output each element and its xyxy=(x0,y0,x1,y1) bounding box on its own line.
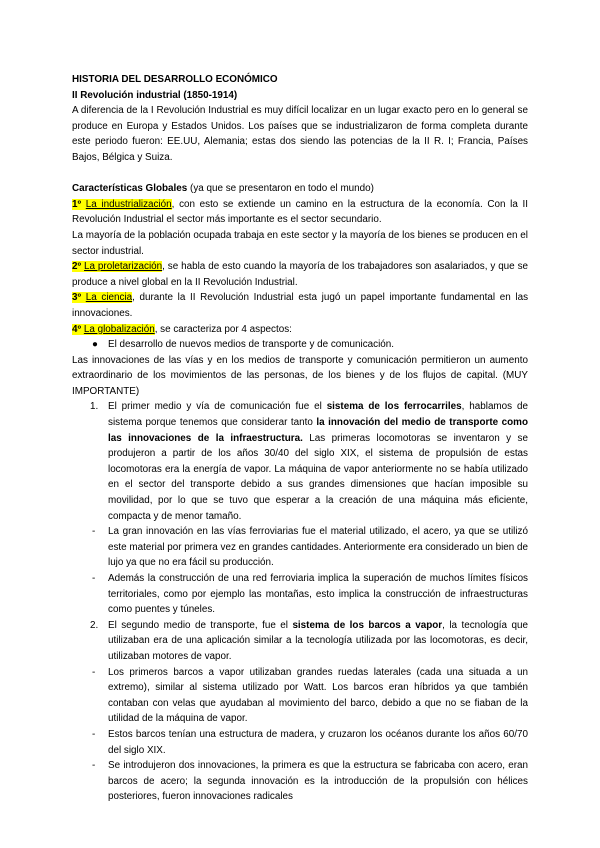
intro-paragraph: A diferencia de la I Revolución Industrial es muy difícil localizar en un lugar exacto pero en lo general se produce en Europa y Estados Unidos. Los países que se industrializaron de forma completa durante este periodo fueron: EE.UU, Alemania; estas dos siendo las potencias de la II R. I; Francia, Países Bajos, Bélgica y Suiza. xyxy=(72,105,528,163)
item-number: 2. xyxy=(90,619,99,631)
list-item-1: 1. El primer medio y vía de comunicación fue el sistema de los ferrocarriles, hablamos de sistema porque tenemos que considerar tanto la innovación del medio de transporte como las innovaciones de la infraestructura. Las primeras locomotoras se inventaron y se produjeron a partir de los años 30/40 del siglo XIX, el sistema de propulsión de estas locomotoras era la energía de vapor. La máquina de vapor anteriormente no se había utilizado en el sector del transporte debido a sus grandes dimensiones que hacían imposible su movilidad, por lo que se tuvo que esperar a la creación de una máquina más eficiente, compacta y de menor tamaño. xyxy=(90,401,528,522)
item-number: 1. xyxy=(90,401,99,413)
point-4: 4º La globalización, se caracteriza por 4 aspectos: xyxy=(72,323,292,335)
dash-item: - Estos barcos tenían una estructura de madera, y cruzaron los océanos durante los años 60/70 del siglo XIX. xyxy=(92,728,528,756)
dash-item: - La gran innovación en las vías ferroviarias fue el material utilizado, el acero, ya que se utilizó este material por primera vez en grandes cantidades. Anteriormente era considerado un bien de lujo ya que no era fácil su producción. xyxy=(92,526,528,569)
section-subtitle: II Revolución industrial (1850-1914) xyxy=(72,89,238,101)
bullet-marker: ● xyxy=(92,339,98,351)
dash-item: - Además la construcción de una red ferroviaria implica la superación de muchos límites físicos territoriales, como por ejemplo las montañas, esto implica la construcción de infraestructuras como puentes y túneles. xyxy=(92,573,528,616)
point-3: 3º La ciencia, durante la II Revolución Industrial esta jugó un papel importante fundamental en las innovaciones. xyxy=(72,292,529,319)
dash-item: - Se introdujeron dos innovaciones, la primera es que la estructura se fabricaba con acero, eran barcos de acero; la segunda innovación es la introducción de la propulsión con hélices posteriores, fueron innovaciones radicales xyxy=(92,760,528,803)
globales-heading: Características Globales (ya que se presentaron en todo el mundo) xyxy=(72,183,374,195)
bullet-item: ● El desarrollo de nuevos medios de transporte y de comunicación. xyxy=(72,337,528,353)
innovaciones-paragraph: Las innovaciones de las vías y en los medios de transporte y comunicación permitieron un aumento extraordinario de los movimientos de las personas, de los bienes y de los flujos de capital. (MUY IMPORTANTE) xyxy=(72,354,528,397)
dash-item: - Los primeros barcos a vapor utilizaban grandes ruedas laterales (cada una situada a un extremo), similar al sistema utilizado por Watt. Los barcos eran híbridos ya que también contaban con velas que ayudaban al movimiento del barco, debido a que no se fiaban de la utilidad de la máquina de vapor. xyxy=(92,666,528,725)
point-1: 1º La industrialización, con esto se extiende un camino en la estructura de la economía. Con la II Revolución Industrial el sector más importante es el sector secundario. xyxy=(72,198,528,226)
poblacion-paragraph: La mayoría de la población ocupada trabaja en este sector y la mayoría de los bienes se producen en el sector industrial. xyxy=(72,229,528,257)
list-item-2: 2. El segundo medio de transporte, fue el sistema de los barcos a vapor, la tecnología que utilizaban era de una aplicación similar a la tecnología utilizada por las locomotoras, es decir, utilizaban motores de vapor. xyxy=(90,619,528,662)
document-page xyxy=(72,72,528,805)
spacer xyxy=(72,166,528,182)
point-2: 2º La proletarización, se habla de esto cuando la mayoría de los trabajadores son asalariados, y que se produce a nivel global en la II Revolución Industrial. xyxy=(72,261,529,288)
document-title: HISTORIA DEL DESARROLLO ECONÓMICO xyxy=(72,74,278,85)
